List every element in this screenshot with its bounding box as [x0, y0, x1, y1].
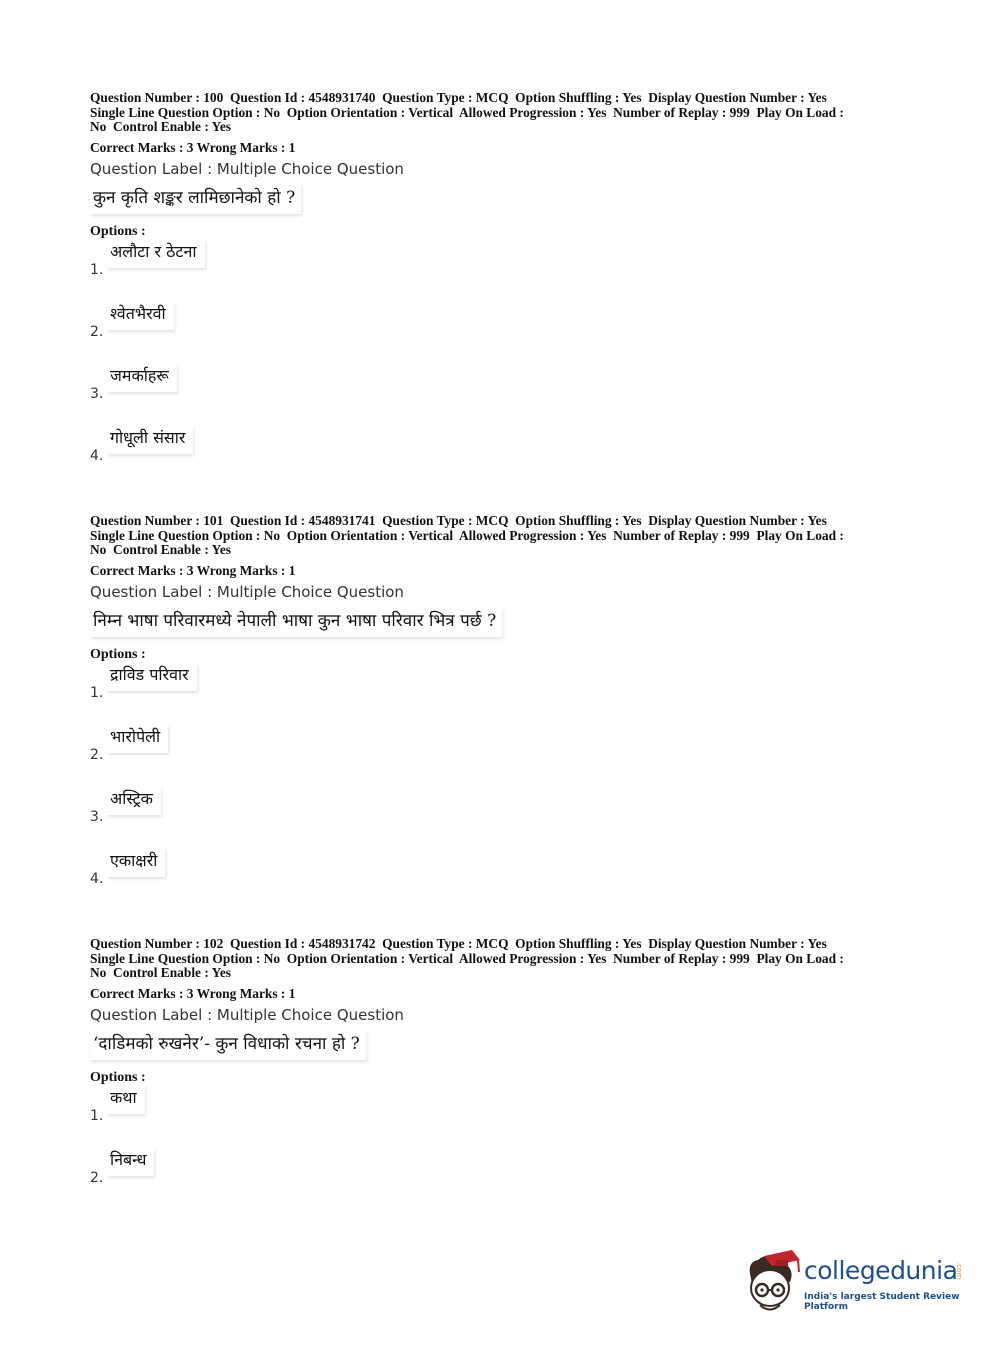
question-text: निम्न भाषा परिवारमध्ये नेपाली भाषा कुन भाषा परिवार भित्र पर्छ ?: [90, 607, 502, 637]
options-title: Options :: [90, 1069, 146, 1085]
option-number: 4.: [90, 447, 104, 464]
option-number: 2.: [90, 746, 104, 763]
option-number: 1.: [90, 261, 104, 278]
option-number: 2.: [90, 1169, 104, 1186]
options-title: Options :: [90, 223, 146, 239]
question-block-101: [90, 514, 910, 911]
option-item[interactable]: [90, 302, 910, 364]
option-item[interactable]: [90, 787, 910, 849]
question-meta: Question Number : 102 Question Id : 4548931742 Question Type : MCQ Option Shuffling : Yes Display Question Number : Yes Single Line Question Option : No Option Orientation : Vertical Allowed Progression : Yes Number of Replay : 999 Play On Load : No Control Enable : Yes: [90, 936, 844, 981]
logo-tagline: India's largest Student Review Platform: [804, 1292, 960, 1312]
question-marks: Correct Marks : 3 Wrong Marks : 1: [90, 985, 296, 1001]
option-text: जमर्काहरू: [107, 364, 177, 392]
option-number: 4.: [90, 870, 104, 887]
option-text: अस्ट्रिक: [107, 787, 161, 815]
option-number: 2.: [90, 323, 104, 340]
option-text: श्वेतभैरवी: [107, 302, 174, 330]
question-marks: Correct Marks : 3 Wrong Marks : 1: [90, 139, 296, 155]
option-number: 3.: [90, 808, 104, 825]
option-text: निबन्ध: [107, 1148, 154, 1176]
question-block-102: [90, 937, 910, 1210]
option-item[interactable]: [90, 364, 910, 426]
option-text: एकाक्षरी: [107, 849, 165, 877]
question-block-100: [90, 91, 910, 488]
collegedunia-logo[interactable]: [742, 1248, 972, 1318]
option-item[interactable]: [90, 1148, 910, 1210]
question-marks: Correct Marks : 3 Wrong Marks : 1: [90, 562, 296, 578]
option-number: 1.: [90, 684, 104, 701]
logo-wordmark: collegedunia: [804, 1256, 958, 1285]
option-item[interactable]: [90, 240, 910, 302]
option-item[interactable]: [90, 725, 910, 787]
option-item[interactable]: [90, 1086, 910, 1148]
option-text: कथा: [107, 1086, 145, 1114]
option-text: भारोपेली: [107, 725, 168, 753]
graduate-mascot-icon: [742, 1248, 802, 1314]
logo-domain-suffix: .com: [955, 1262, 963, 1280]
option-text: गोधूली संसार: [107, 426, 193, 454]
options-title: Options :: [90, 646, 146, 662]
option-number: 1.: [90, 1107, 104, 1124]
question-text: ‘दाडिमको रुखनेर’- कुन विधाको रचना हो ?: [90, 1030, 366, 1060]
question-meta: Question Number : 100 Question Id : 4548931740 Question Type : MCQ Option Shuffling : Yes Display Question Number : Yes Single Line Question Option : No Option Orientation : Vertical Allowed Progression : Yes Number of Replay : 999 Play On Load : No Control Enable : Yes: [90, 90, 844, 135]
option-item[interactable]: [90, 663, 910, 725]
option-text: अलौटा र ठेटना: [107, 240, 205, 268]
question-label: Question Label : Multiple Choice Question: [90, 582, 404, 601]
option-number: 3.: [90, 385, 104, 402]
option-item[interactable]: [90, 426, 910, 488]
question-text: कुन कृति शङ्कर लामिछानेको हो ?: [90, 184, 301, 214]
question-label: Question Label : Multiple Choice Question: [90, 159, 404, 178]
option-item[interactable]: [90, 849, 910, 911]
question-label: Question Label : Multiple Choice Question: [90, 1005, 404, 1024]
option-text: द्राविड परिवार: [107, 663, 197, 691]
question-meta: Question Number : 101 Question Id : 4548931741 Question Type : MCQ Option Shuffling : Yes Display Question Number : Yes Single Line Question Option : No Option Orientation : Vertical Allowed Progression : Yes Number of Replay : 999 Play On Load : No Control Enable : Yes: [90, 513, 844, 558]
